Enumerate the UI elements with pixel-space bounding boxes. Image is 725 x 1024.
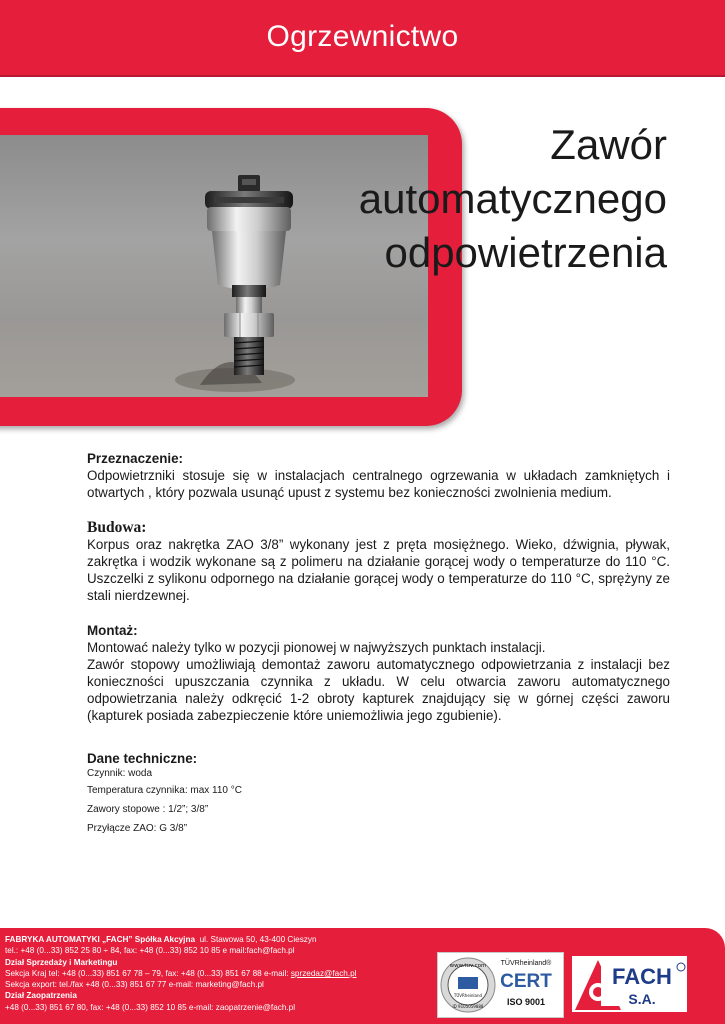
fach-name: FACH	[612, 964, 672, 989]
title-line-2: automatycznego	[358, 175, 667, 222]
sales-domestic: Sekcja Kraj tel: +48 (0...33) 851 67 78 – 79, fax: +48 (0...33) 851 67 88 e-mail:	[5, 968, 291, 978]
tuv-seal-icon	[458, 977, 478, 989]
technical-item: Temperatura czynnika: max 110 °C	[87, 785, 242, 796]
purpose-text: Odpowietrzniki stosuje się w instalacjach centralnego ogrzewania w układach zamkniętych i otwartych , który pozwala usunąć upust z systemu bez konieczności zwolnienia medium.	[87, 468, 670, 500]
technical-item: Zawory stopowe : 1/2”; 3/8”	[87, 804, 209, 815]
purpose-heading: Przeznaczenie:	[87, 451, 184, 466]
sales-email-link[interactable]: sprzedaz@fach.pl	[290, 968, 357, 978]
tuv-brand: TÜVRheinland®	[500, 960, 552, 967]
fach-suffix: S.A.	[628, 991, 656, 1007]
tuv-seal-id: ID 9105059888	[452, 1004, 484, 1009]
header-bar	[0, 0, 725, 75]
title-line-3: odpowietrzenia	[384, 229, 667, 276]
tuv-seal-top: www.tuv.com	[449, 963, 487, 969]
description	[87, 450, 670, 856]
tuv-cert-text: CERT	[500, 971, 552, 992]
category-title: Ogrzewnictwo	[266, 20, 459, 53]
company-address: ul. Stawowa 50, 43-400 Cieszyn	[199, 935, 317, 944]
company-phone: tel.: +48 (0...33) 852 25 80 ÷ 84, fax: +48 (0...33) 852 10 85 e mail:fach@fach.pl	[5, 946, 295, 956]
technical-item: Przyłącze ZAO: G 3/8”	[87, 823, 188, 834]
sales-export: Sekcja export: tel./fax +48 (0...33) 851 67 77 e-mail: marketing@fach.pl	[5, 980, 264, 990]
technical-heading: Dane techniczne:	[87, 751, 198, 766]
supply-heading: Dział Zaopatrzenia	[5, 991, 77, 1001]
mounting-text-2: Zawór stopowy umożliwiają demontaż zaworu automatycznego odpowietrzania z instalacji bez konieczności upuszczania czynnika z układu. W celu otwarcia zaworu automatycznego odpowietrzania należy odkręcić 1-2 obroty kapturek znajdujący się w górnej części zaworu (kapturek posiada zabezpieczenie które uniemożliwia jego zgubienie).	[87, 657, 670, 723]
footer-contact	[5, 934, 425, 1013]
sales-heading: Dział Sprzedaży i Marketingu	[5, 957, 118, 967]
company-name: FABRYKA AUTOMATYKI „FACH” Spółka Akcyjna	[5, 935, 195, 944]
section-purpose	[87, 450, 670, 501]
construction-text: Korpus oraz nakrętka ZAO 3/8” wykonany jest z pręta mosiężnego. Wieko, dźwignia, pływak, zakrętka i wodzik wykonane są z polimeru na działanie gorącej wody o temperaturze do 110 °C. Uszczelki z sylikonu odpornego na działanie gorącej wody o temperaturze do 110 °C, sprężyny ze stali nierdzewnej.	[87, 537, 670, 603]
section-construction	[87, 519, 670, 604]
supply-contact: +48 (0...33) 851 67 80, fax: +48 (0...33) 852 10 85 e-mail: zaopatrzenie@fach.pl	[5, 1002, 296, 1012]
product-title	[359, 118, 667, 280]
section-technical	[87, 750, 670, 838]
technical-item: Czynnik: woda	[87, 768, 153, 779]
title-line-1: Zawór	[550, 121, 667, 168]
tuv-seal-mid: TÜVRheinland	[453, 993, 483, 998]
fach-logo	[572, 956, 687, 1012]
tuv-cert-badge	[437, 952, 564, 1018]
mounting-heading: Montaż:	[87, 623, 138, 638]
section-mounting	[87, 622, 670, 724]
header-divider	[0, 75, 725, 77]
tuv-iso: ISO 9001	[506, 997, 546, 1007]
construction-heading: Budowa:	[87, 519, 147, 536]
mounting-text-1: Montować należy tylko w pozycji pionowej w najwyższych punktach instalacji.	[87, 640, 546, 655]
